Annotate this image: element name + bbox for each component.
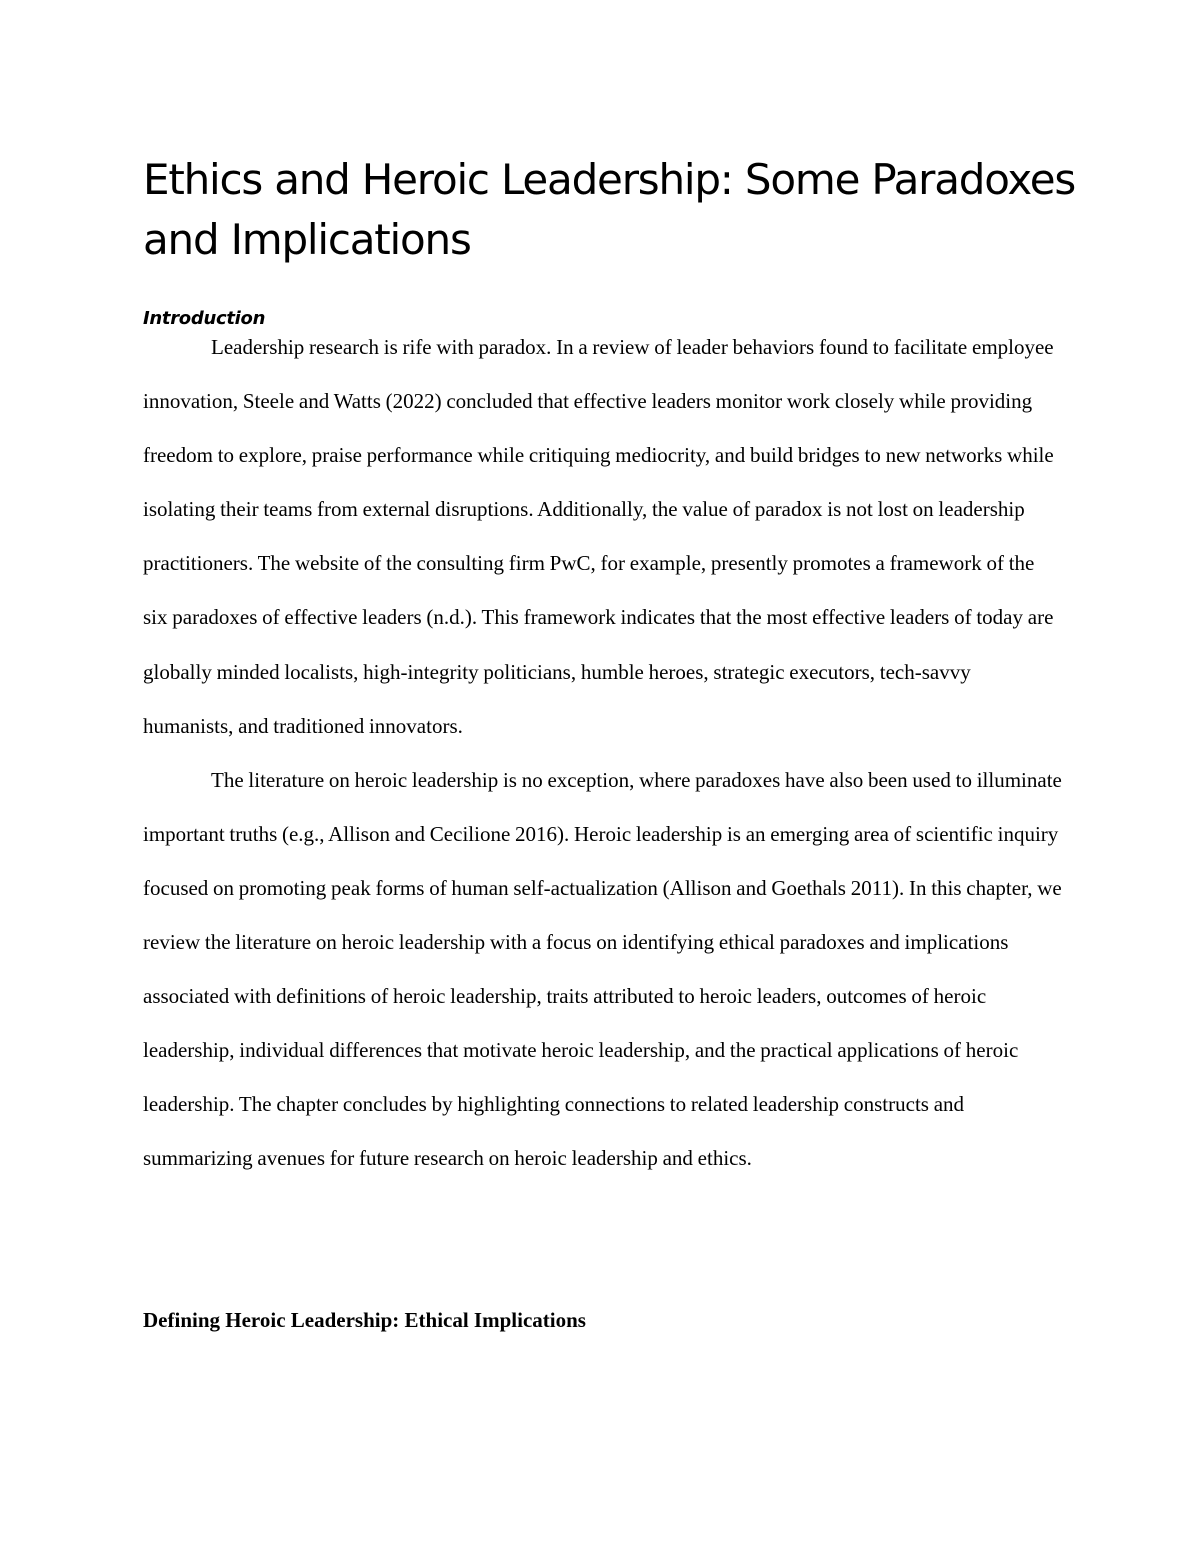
body-paragraph-2: The literature on heroic leadership is no exception, where paradoxes have also been used to illuminate important truths (e.g., Allison and Cecilione 2016). Heroic leadership is an emerging area of scientific inquiry focused on promoting peak forms of human self-actualization (Allison and Goethals 2011). In this chapter, we review the literature on heroic leadership with a focus on identifying ethical paradoxes and implications associated with definitions of heroic leadership, traits attributed to heroic leaders, outcomes of heroic leadership, individual differences that motivate heroic leadership, and the practical applications of heroic leadership. The chapter concludes by highlighting connections to related leadership constructs and summarizing avenues for future research on heroic leadership and ethics. [143,767,1062,1171]
introduction-label: Introduction [143,308,266,329]
section-heading: Defining Heroic Leadership: Ethical Implications [143,1308,586,1332]
body-paragraph-1: Leadership research is rife with paradox. In a review of leader behaviors found to facilitate employee innovation, Steele and Watts (2022) concluded that effective leaders monitor work closely while providing freedom to explore, praise performance while critiquing mediocrity, and build bridges to new networks while isolating their teams from external disruptions. Additionally, the value of paradox is not lost on leadership practitioners. The website of the consulting firm PwC, for example, presently promotes a framework of the six paradoxes of effective leaders (n.d.). This framework indicates that the most effective leaders of today are globally minded localists, high-integrity politicians, humble heroes, strategic executors, tech-savvy humanists, and traditioned innovators. [143,335,1054,738]
document-title: Ethics and Heroic Leadership: Some Paradoxes and Implications [143,155,1076,264]
introduction-body [143,320,1063,1186]
